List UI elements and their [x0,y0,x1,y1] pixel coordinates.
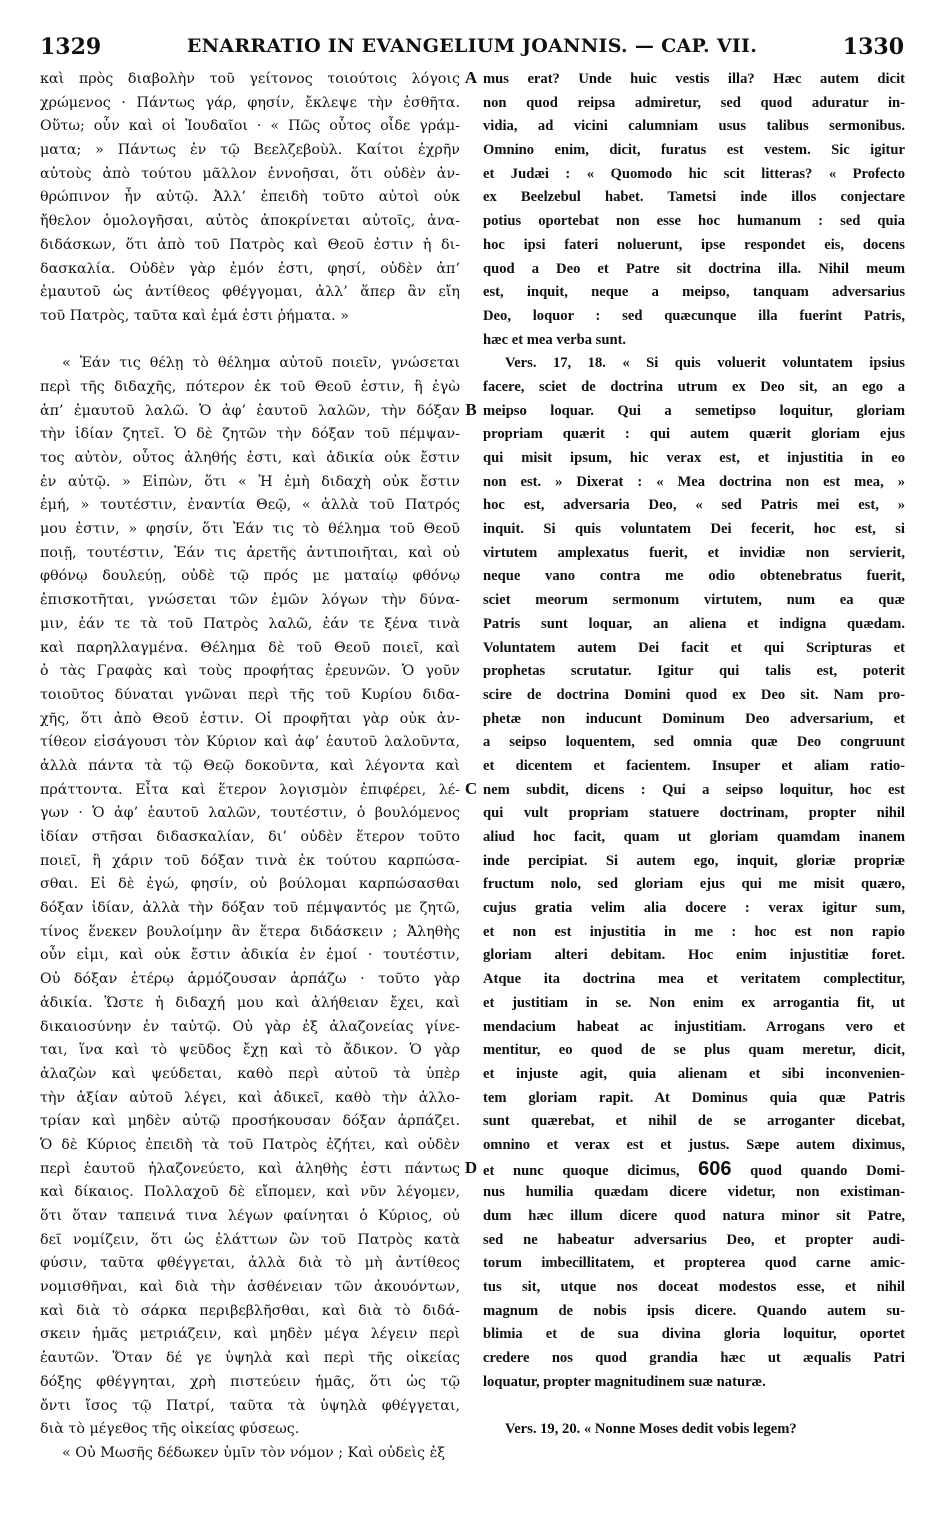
paragraph-gap [40,329,460,353]
text-line: δόξαν ἰδίαν, ἀλλὰ τὴν δόξαν τοῦ πέμψαντός με ζητῶ, [40,900,460,917]
text-line: μιν, ἐάν τε τὰ τοῦ Πατρὸς λαλῶ, ἐάν τε ξένα τινὰ [40,615,460,632]
text-line: χῆς, ὅτι ἀπὸ Θεοῦ ἐστιν. Οἱ προφῆται γὰρ οὐκ ἀν- [40,710,460,727]
text-line: phetæ non inducunt Dominum Deo adversarium, et [483,710,905,727]
text-line: hæc et mea verba sunt. [483,331,627,348]
text-line: τὴν ἀξίαν αὐτοῦ λέγει, καὶ ἀδικεῖ, καθὸ τὴν ἀλλο- [40,1089,460,1106]
text-line: meipso loquar. Qui a semetipso loquitur, gloriam [483,402,905,419]
text-line: φύσιν, ταῦτα φθέγγεται, ἀλλὰ διὰ τὸ μὴ ἀντίθεος [40,1255,460,1272]
text-line: cujus gratia velim alia docere : verax igitur sum, [483,900,905,917]
text-line: est, inquit, neque a meipso, tanquam adversarius [483,284,905,301]
text-line: hoc est, adversaria Deo, « sed Patris mei est, » [483,497,905,514]
text-line: δασκαλία. Οὐδὲν γὰρ ἐμόν ἐστι, φησί, οὐδὲν ἀπ’ [40,260,460,277]
text-line: τίνος ἕνεκεν βουλοίμην ἂν ἕτερα διδάσκειν ; Ἀληθὴς [40,923,460,940]
running-title: ENARRATIO IN EVANGELIUM JOANNIS. — CAP. VII. [186,35,758,57]
text-line: ἀλαζὼν καὶ ψεύδεται, καθὸ περὶ αὐτοῦ τὰ ὑπὲρ [40,1065,460,1082]
text-line: γων · Ὁ ἀφ’ ἑαυτοῦ λαλῶν, τουτέστιν, ὁ βουλόμενος [40,805,460,822]
text-line: ὅτι ὅταν ταπεινά τινα λέγων φαίνηται ὁ Κύριος, οὐ [40,1208,460,1224]
text-line: χρώμενος · Πάντως γάρ, φησίν, ἔκλεψε τὴν ἐσθῆτα. [40,94,460,111]
text-line: ματα; » Πάντως ἐν τῷ Βεελζεβοὺλ. Καίτοι ἐχρῆν [40,142,460,159]
text-line: ἐμή, » τουτέστιν, ἐναντία Θεῷ, « ἀλλὰ τοῦ Πατρός [40,497,460,514]
text-line: ἀδικία. Ὥστε ἡ διδαχή μου καὶ ἀλήθειαν ἔχει, καὶ [40,994,460,1011]
text-line: ποιῇ, τουτέστιν, Ἐάν τις ἀρετῆς ἀντιποιῆται, καὶ οὐ [40,544,460,561]
text-line: ἀπ’ ἐμαυτοῦ λαλῶ. Ὁ ἀφ’ ἑαυτοῦ λαλῶν, τὴν δόξαν [40,402,460,419]
greek-column [40,68,460,1466]
text-line: Omnino enim, dicit, furatus est vestem. Sic igitur [483,142,905,159]
text-line: δικαιοσύνην ἐν ταὐτῷ. Οὐ γὰρ ἐξ ἀλαζονείας γίνε- [40,1018,460,1035]
text-line: τος αὐτὸν, οὗτος ἀληθής ἐστι, καὶ ἀδικία οὐκ ἔστιν [40,450,460,466]
text-line: θρώπινον ἦν αὐτῷ. Ἀλλ’ ἐπειδὴ τοῦτο αὐτοὶ οὐκ [40,189,460,206]
text-line: διὰ τὸ μέγεθος τῆς οἰκείας φύσεως. [40,1421,300,1438]
text-line: et Judæi : « Quomodo hic scit litteras? « Profecto [483,165,905,182]
text-line: καὶ παρηλλαγμένα. Θέλημα δὲ τοῦ Θεοῦ ποιεῖ, καὶ [40,639,460,656]
text-line: propriam quærit : qui autem quærit gloriam ejus [483,426,905,443]
text-line: Patris sunt loquar, an aliena et indigna quædam. [483,615,905,632]
text-line: facere, sciet de doctrina utrum ex Deo sit, an ego a [483,378,905,395]
text-line: καὶ δίκαιος. Πολλαχοῦ δὲ εἴπομεν, καὶ νῦν λέγομεν, [40,1184,460,1201]
text-line: scire de doctrina Domini quod ex Deo sit. Nam pro- [483,686,905,703]
text-line [483,1158,905,1182]
text-line: διδάσκων, ὅτι ἀπὸ τοῦ Πατρὸς καὶ Θεοῦ ἐστιν ἡ δι- [40,236,460,253]
text-line: Vers. 19, 20. « Nonne Moses dedit vobis legem? [505,1421,797,1438]
margin-letter: B [465,399,477,419]
text-line: credere nos quod grandia hæc ut æqualis Patri [483,1350,905,1367]
text-line: Οὐ δόξαν ἑτέρῳ ἁρμόζουσαν ἁρπάζω · τοῦτο γὰρ [40,971,460,988]
text-line: « Οὐ Μωσῆς δέδωκεν ὑμῖν τὸν νόμον ; Καὶ οὐδεὶς ἐξ [62,1444,446,1461]
margin-letter: D [464,1158,478,1178]
text-line: mendacium habeat ac injustitiam. Arrogans vero et [483,1018,905,1035]
text-line: τοιοῦτος δύναται γνῶναι περὶ τῆς τοῦ Κυρίου διδα- [40,686,460,703]
text-line: mentitur, eo quod de se plus quam meretur, dicit, [483,1042,905,1059]
margin-letter: A [464,68,478,87]
text-line: et justitiam in se. Non enim ex arrogantia fit, ut [483,994,905,1011]
text-line: Voluntatem autem Dei facit et qui Scripturas et [483,639,905,656]
text-line: aliud hoc facit, quam ut gloriam quamdam inanem [483,829,905,845]
text-line: sciet meorum sermonum virtutem, num ea quæ [483,592,905,609]
latin-column [483,68,905,1442]
text-line: ἰδίαν στῆσαι διδασκαλίαν, δι’ οὐδὲν ἕτερον τοῦτο [40,829,460,845]
text-line: μου ἐστιν, » φησίν, ὅτι Ἐάν τις τὸ θέλημα τοῦ Θεοῦ [40,521,460,538]
text-line: δόξης φθέγγηται, χρὴ πιστεύειν ἡμᾶς, ὅτι ὡς τῷ [40,1373,460,1390]
text-line: non quod reipsa admiretur, sed quod aduratur in- [483,94,905,111]
text-line: σθαι. Εἰ δὲ ἐγώ, φησίν, οὐ βούλομαι καρπώσασθαι [40,876,460,893]
text-line: Deo, loquor : sed quæcunque illa fuerint Patris, [483,307,905,324]
text-line: Οὕτω; οὖν καὶ οἱ Ἰουδαῖοι · « Πῶς οὗτος οἶδε γράμ- [40,118,460,135]
text-line: αὐτοὺς ἀπὸ τούτου μᾶλλον ἐννοῆσαι, ὅτι οὐδὲν ἀν- [40,165,460,182]
page-number-left: 1329 [40,34,102,60]
text-line: fructum nolo, sed gloriam ejus qui me misit quæro, [483,876,905,893]
text-line: neque vano contra me odio obtenebratus fuerit, [483,568,905,585]
text-line: blimia et de sua divina gloria loquitur, oportet [483,1326,905,1343]
text-line: ἤθελον ὁμολογῆσαι, αὐτὸς ἀποκρίνεται αὐτοῖς, ἀνα- [40,213,460,230]
text-line: inquit. Si quis voluntatem Dei fecerit, hoc est, si [483,521,905,538]
text-line: et dicentem et facientem. Insuper et aliam ratio- [483,757,905,774]
text-line: qui vult propriam statuere doctrinam, propter nihil [483,805,905,822]
text-line: ἑαυτῶν. Ὅταν δέ γε ὑψηλὰ καὶ περὶ τῆς οἰκείας [40,1350,460,1367]
text-fragment: quod quando Domi- [731,1162,905,1179]
text-line: qui misit ipsum, hic verax est, et injustitia in eo [483,450,905,466]
text-line: sed ne habeatur adversarius Deo, et propter audi- [483,1231,905,1248]
text-line: Vers. 17, 18. « Si quis voluerit voluntatem ipsius [505,355,905,372]
text-line: nus humilia quædam dicere videtur, non existiman- [483,1184,905,1201]
margin-letter: C [464,779,478,798]
text-line: omnino et verax est et justus. Sæpe autem diximus, [483,1136,905,1153]
text-line: loquatur, propter magnitudinem suæ naturæ. [483,1373,766,1390]
text-line: quod a Deo et Patre sit doctrina illa. Nihil meum [483,260,905,277]
column-number: 606 [698,1157,732,1180]
text-line: δεῖ νομίζειν, ὅτι ὡς ἐλάττων ὢν τοῦ Πατρὸς κατὰ [40,1231,460,1248]
text-line: inde percipiat. Si autem ego, inquit, gloriæ propriæ [483,852,905,869]
text-line: τίθεον εἰσάγουσι τὸν Κύριον καὶ ἀφ’ ἑαυτοῦ λαλοῦντα, [40,734,460,751]
text-line: ἐμαυτοῦ ὡς ἀντίθεος φθέγγομαι, ἀλλ’ ἅπερ ἂν εἴη [40,284,460,301]
text-line: nem subdit, dicens : Qui a seipso loquitur, hoc est [483,781,905,798]
text-line: prophetas scrutatur. Igitur qui talis est, poterit [483,663,905,680]
text-line: καὶ διὰ τὸ σάρκα περιβεβλῆσθαι, καὶ διὰ τὸ διδά- [40,1302,460,1319]
text-line: hoc ipsi fateri noluerunt, ipse respondet eis, docens [483,236,905,253]
paragraph-gap [483,1395,905,1419]
text-line: torum imbecillitatem, et propterea quod carne amic- [483,1255,905,1272]
text-line: vidia, ad vicini calumniam usus talibus sermonibus. [483,118,905,135]
text-line: περὶ τῆς διδαχῆς, πότερον ἐκ τοῦ Θεοῦ ἐστιν, ἢ ἐγὼ [40,378,460,395]
text-line: ται, ἵνα καὶ τὸ ψεῦδος ἔχῃ καὶ τὸ ἄδικον. Ὁ γὰρ [40,1042,460,1059]
text-line: magnum de nobis ipsis dicere. Quando autem su- [483,1302,905,1319]
text-line: τρίαν καὶ μηδὲν αὐτῷ προσήκουσαν δόξαν ἁρπάζει. [40,1113,460,1130]
text-line: tus sit, utque nos doceat modestos esse, et nihil [483,1279,905,1296]
text-line: Atque ita doctrina mea et veritatem complectitur, [483,971,905,988]
text-line: non est. » Dixerat : « Mea doctrina non est mea, » [483,473,905,490]
text-line: ἀλλὰ πάντα τὰ τῷ Θεῷ δοκοῦντα, καὶ λέγοντα καὶ [40,757,460,774]
text-line: potius oportebat non esse hoc humanum : sed quia [483,213,905,230]
text-line: dum hæc illum dicere quod natura minor sit Patre, [483,1208,905,1224]
text-line: sunt quærebat, et nihil de se arroganter dicebat, [483,1113,905,1130]
text-line: « Ἐάν τις θέλῃ τὸ θέλημα αὐτοῦ ποιεῖν, γνώσεται [62,355,460,372]
text-line: νομισθῆναι, καὶ διὰ τὴν ἀσθένειαν τῶν ἀκουόντων, [40,1279,460,1296]
text-line: φθόνῳ δουλεύῃ, οὐδὲ τῷ πρός με ματαίῳ φθόνῳ [40,568,460,585]
text-line: περὶ ἑαυτοῦ ἠλαζονεύετο, καὶ ἀληθὴς ἐστι πάντως [40,1160,460,1177]
text-line: a seipso loquentem, sed omnia quæ Deo congruunt [483,734,905,751]
text-line: οὖν εἰμι, καὶ οὐκ ἔστιν ἀδικία ἐν ἐμοί · τουτέστιν, [40,947,460,964]
text-line: ὄντι ἴσος τῷ Πατρί, ταῦτα τὰ ὑψηλὰ φθέγγεται, [40,1397,460,1414]
text-fragment: et nunc quoque dicimus, [483,1162,699,1179]
text-line: ὁ τὰς Γραφὰς καὶ τοὺς προφήτας ἐρευνῶν. Ὁ γοῦν [40,663,460,680]
text-line: καὶ πρὸς διαβολὴν τοῦ γείτονος τοιούτοις λόγοις [40,71,460,87]
text-line: τὴν ἰδίαν ζητεῖ. Ὁ δὲ ζητῶν τὴν δόξαν τοῦ πέμψαν- [40,426,460,443]
text-line: τοῦ Πατρὸς, ταῦτα καὶ ἐμά ἐστι ῥήματα. » [40,307,349,324]
text-line: Ὁ δὲ Κύριος ἐπειδὴ τὰ τοῦ Πατρὸς ἐζήτει, καὶ οὐδὲν [40,1136,460,1153]
text-line: πράττοντα. Εἶτα καὶ ἕτερον λογισμὸν ἐπιφέρει, λέ- [40,781,460,798]
text-line: virtutem amplexatus fuerit, et invidiæ non servierit, [483,544,905,561]
text-line: et non est injustitia in me : hoc est non rapio [483,923,905,940]
text-line: et injuste agit, quia alienam et sibi inconvenien- [483,1065,905,1082]
text-line: ποιεῖ, ἢ χάριν τοῦ δόξαν τινὰ ἐκ τούτου καρπώσα- [40,852,460,869]
text-line: ἐν αὐτῷ. » Εἰπὼν, ὅτι « Ἡ ἐμὴ διδαχὴ οὐκ ἔστιν [40,473,460,490]
running-header [40,34,904,64]
text-line: tem gloriam rapit. At Dominus quia quæ Patris [483,1089,905,1106]
text-line: σκειν ἡμᾶς μετριάζειν, καὶ μηδὲν μέγα λέγειν περὶ [40,1326,460,1343]
text-line: mus erat? Unde huic vestis illa? Hæc autem dicit [483,71,905,87]
text-line: ἐπισκοτῆται, γνώσεται τῶν ἐμῶν λόγων τὴν δύνα- [40,592,460,609]
text-line: gloriam alteri debitam. Hoc enim injustitiæ foret. [483,947,905,964]
page-number-right: 1330 [842,34,904,60]
text-line: ex Beelzebul habet. Tametsi inde illos conjectare [483,189,905,206]
